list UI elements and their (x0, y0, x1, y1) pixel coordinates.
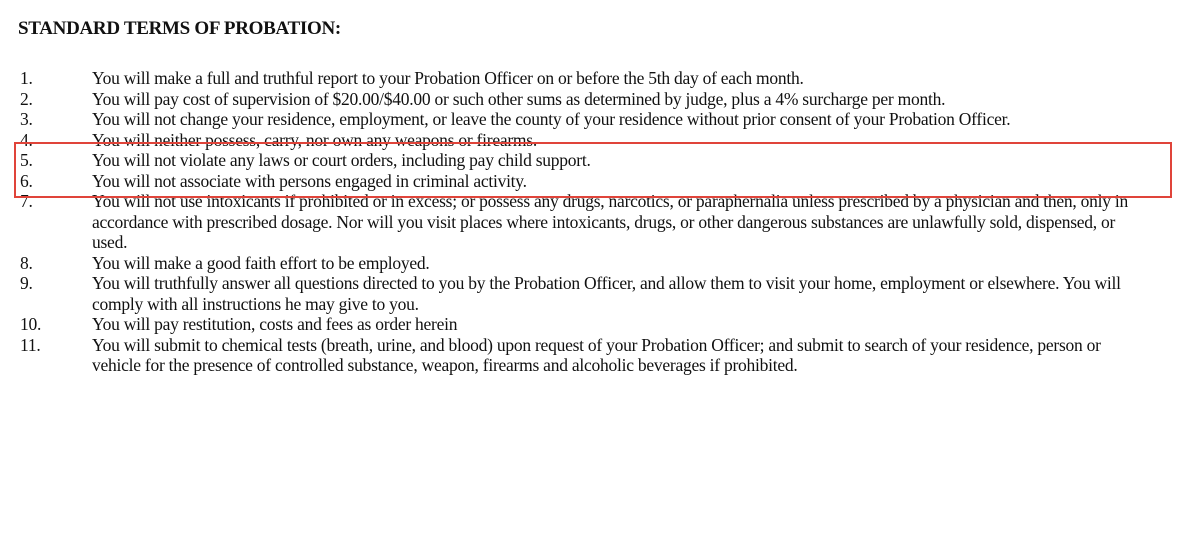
term-number: 8. (20, 252, 33, 273)
term-text: You will make a good faith effort to be employed. (92, 252, 430, 273)
term-item-5 (20, 150, 1170, 171)
term-text: You will not violate any laws or court orders, including pay child support. (92, 150, 591, 170)
term-item-8 (20, 253, 1170, 274)
term-text: You will pay restitution, costs and fees as order herein (92, 314, 458, 334)
term-number: 4. (20, 129, 33, 150)
term-item-3 (20, 109, 1170, 130)
term-item-2 (20, 89, 1170, 110)
term-text: You will truthfully answer all questions directed to you by the Probation Officer, and allow them to visit your home, employment or elsewhere. You will comply with all instructions he may give to you. (92, 273, 1121, 314)
term-number: 7. (20, 191, 33, 211)
term-number: 9. (20, 273, 33, 293)
document-heading: STANDARD TERMS OF PROBATION: (18, 18, 341, 39)
term-text: You will make a full and truthful report to your Probation Officer on or before the 5th day of each month. (92, 68, 804, 88)
term-text: You will pay cost of supervision of $20.00/$40.00 or such other sums as determined by judge, plus a 4% surcharge per month. (92, 88, 946, 109)
term-number: 2. (20, 88, 33, 109)
term-number: 3. (20, 109, 33, 129)
term-number: 1. (20, 68, 33, 88)
term-item-1 (20, 68, 1170, 89)
term-text: You will submit to chemical tests (breath, urine, and blood) upon request of your Probation Officer; and submit to search of your residence, person or vehicle for the presence of controlled substance, weapon, firearms and alcoholic beverages if prohibited. (92, 334, 1101, 375)
term-number: 6. (20, 170, 33, 191)
term-item-4 (20, 130, 1170, 151)
term-item-9 (20, 273, 1170, 314)
term-number: 11. (20, 334, 41, 355)
term-text: You will neither possess, carry, nor own any weapons or firearms. (92, 129, 537, 150)
term-item-11 (20, 335, 1170, 376)
term-item-6 (20, 171, 1170, 192)
term-number: 10. (20, 314, 42, 334)
term-text: You will not change your residence, employment, or leave the county of your residence without prior consent of your Probation Officer. (92, 109, 1011, 129)
term-number: 5. (20, 150, 33, 170)
term-item-7 (20, 191, 1170, 253)
term-text: You will not associate with persons engaged in criminal activity. (92, 170, 527, 191)
term-text: You will not use intoxicants if prohibited or in excess; or possess any drugs, narcotics, or paraphernalia unless prescribed by a physician and then, only in accordance with prescribed dosage. Nor will you visit places where intoxicants, drugs, or other dangerous substances are unlawfully sold, dispensed, or used. (92, 191, 1128, 252)
terms-list (20, 68, 1170, 376)
term-item-10 (20, 314, 1170, 335)
